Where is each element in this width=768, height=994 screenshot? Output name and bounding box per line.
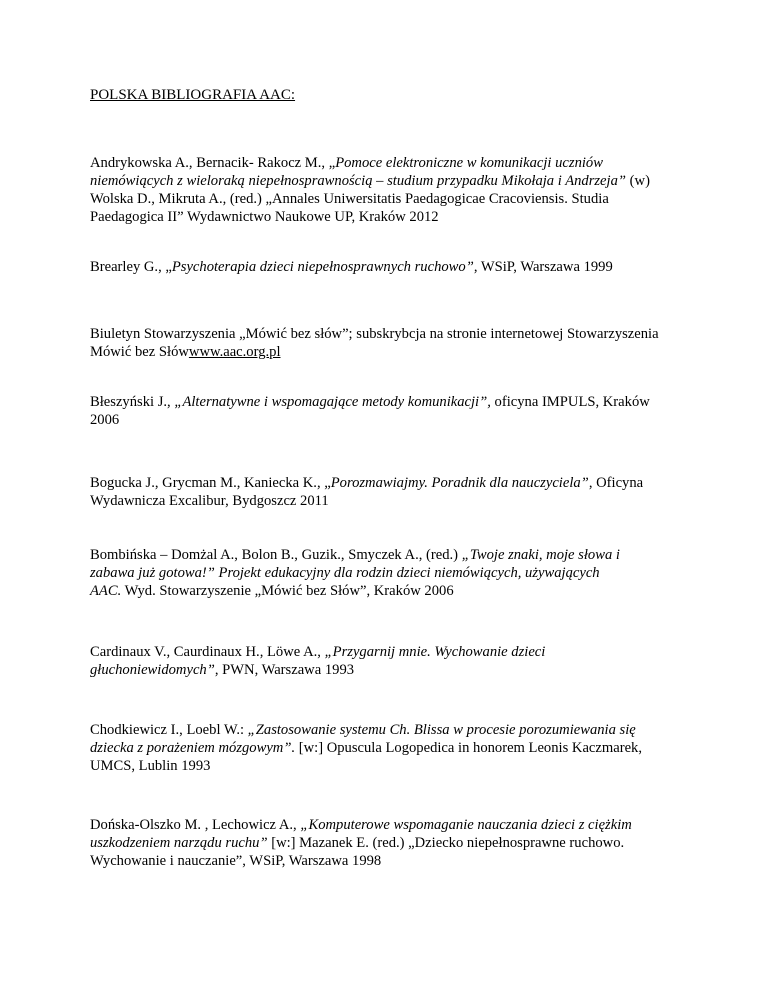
entry-text: Wyd. Stowarzyszenie „Mówić bez Słów”, Kraków 2006 (121, 583, 454, 599)
entry-text: , WSiP, Warszawa 1999 (473, 259, 613, 275)
entry-line (90, 739, 690, 757)
entry-text: Bombińska – Domżal A., Bolon B., Guzik., Smyczek A., (red.) (90, 547, 462, 563)
entry-text: Wychowanie i nauczanie”, WSiP, Warszawa 1998 (90, 853, 382, 869)
entry-line (90, 834, 690, 852)
entry-line (90, 343, 690, 361)
entry-text: Wydawnicza Excalibur, Bydgoszcz 2011 (90, 493, 329, 509)
entry-text: UMCS, Lublin 1993 (90, 758, 211, 774)
entry-title-italic: „Alternatywne i wspomagające metody komunikacji”, (174, 394, 491, 410)
bibliography-entry (90, 816, 690, 870)
bibliography-entry (90, 643, 690, 679)
entry-line (90, 154, 690, 172)
entry-text: , PWN, Warszawa 1993 (214, 662, 355, 678)
bibliography-entry (90, 393, 690, 429)
bibliography-entry (90, 325, 690, 361)
entry-text: [w:] Opuscula Logopedica in honorem Leonis Kaczmarek, (295, 740, 642, 756)
entry-line (90, 411, 690, 429)
entry-line (90, 172, 690, 190)
entry-text: Błeszyński J., (90, 394, 175, 410)
entry-line (90, 643, 690, 661)
bibliography-entry (90, 258, 690, 276)
entry-line (90, 325, 690, 343)
entry-title-italic: uszkodzeniem narządu ruchu” (90, 835, 268, 851)
entry-line (90, 816, 690, 834)
entry-title-italic: „Twoje znaki, moje słowa i (461, 547, 620, 563)
entry-title-italic: głuchoniewidomych” (90, 662, 215, 678)
entry-line (90, 661, 690, 679)
entry-title-italic: Psychoterapia dzieci niepełnosprawnych ruchowo” (171, 259, 474, 275)
entry-text: Dońska-Olszko M. , Lechowicz A., (90, 817, 301, 833)
bibliography-entry (90, 721, 690, 775)
entry-title-italic: „Zastosowanie systemu Ch. Blissa w procesie porozumiewania się (247, 722, 636, 738)
entry-text: oficyna IMPULS, Kraków (490, 394, 650, 410)
entry-line (90, 757, 690, 775)
entry-text: Bogucka J., Grycman M., Kaniecka K., „ (90, 475, 331, 491)
entry-title-italic: „Komputerowe wspomaganie nauczania dzieci z ciężkim (300, 817, 632, 833)
bibliography-entry (90, 546, 690, 600)
entry-title-italic: „Przygarnij mnie. Wychowanie dzieci (324, 644, 546, 660)
entry-title-italic: dziecka z porażeniem mózgowym”. (90, 740, 296, 756)
entry-line (90, 546, 690, 564)
page-title: POLSKA BIBLIOGRAFIA AAC: (90, 87, 296, 103)
entry-text: 2006 (90, 412, 120, 428)
entry-title-italic: niemówiących z wieloraką niepełnosprawnością – studium przypadku Mikołaja i Andrzeja” (90, 173, 627, 189)
entry-line (90, 852, 690, 870)
entry-text: Wolska D., Mikruta A., (red.) „Annales Uniwersitatis Paedagogicae Cracoviensis. Studia (90, 191, 609, 207)
entry-text: [w:] Mazanek E. (red.) „Dziecko niepełnosprawne ruchowo. (267, 835, 625, 851)
entry-line (90, 258, 690, 276)
entry-line (90, 474, 690, 492)
entry-line (90, 393, 690, 411)
entry-title-italic: Porozmawiajmy. Poradnik dla nauczyciela” (330, 475, 589, 491)
entry-text: Andrykowska A., Bernacik- Rakocz M., „ (90, 155, 336, 171)
entry-line (90, 190, 690, 208)
entry-line (90, 721, 690, 739)
entry-text: Biuletyn Stowarzyszenia „Mówić bez słów”; subskrybcja na stronie internetowej Stowarzyszenia (90, 326, 659, 342)
bibliography-entry (90, 154, 690, 226)
entry-title-italic: Pomoce elektroniczne w komunikacji uczniów (335, 155, 603, 171)
entry-text: Chodkiewicz I., Loebl W.: (90, 722, 248, 738)
bibliography-entry (90, 474, 690, 510)
entry-text: Cardinaux V., Caurdinaux H., Löwe A., (90, 644, 325, 660)
website-link[interactable]: www.aac.org.pl (188, 344, 281, 360)
entry-text: Mówić bez Słów (90, 344, 189, 360)
entry-text: Paedagogica II” Wydawnictwo Naukowe UP, Kraków 2012 (90, 209, 439, 225)
entry-line (90, 582, 690, 600)
entry-line (90, 208, 690, 226)
entry-text: (w) (626, 173, 650, 189)
entry-text: Brearley G., „ (90, 259, 172, 275)
entry-line (90, 492, 690, 510)
entry-text: , Oficyna (588, 475, 644, 491)
entry-title-italic: zabawa już gotowa!” Projekt edukacyjny dla rodzin dzieci niemówiących, używających (90, 565, 600, 581)
entry-title-italic: AAC. (90, 583, 122, 599)
entry-line (90, 564, 690, 582)
